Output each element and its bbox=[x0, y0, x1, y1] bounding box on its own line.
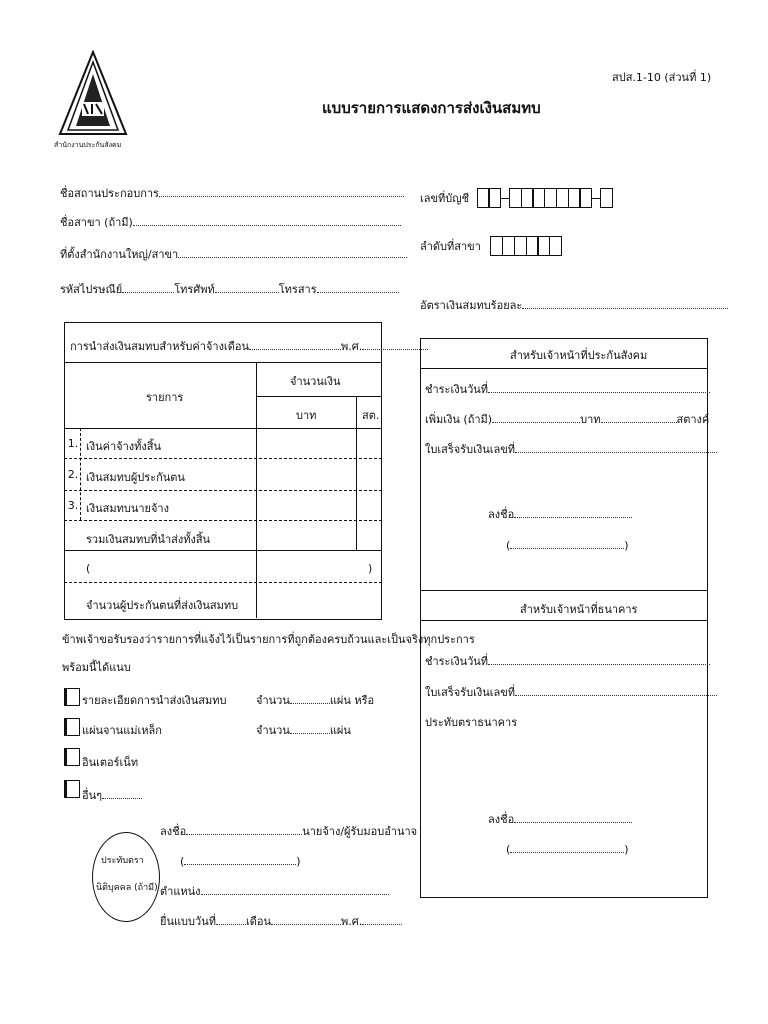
attachment-other-checkbox[interactable] bbox=[64, 780, 80, 798]
fax-label: โทรสาร bbox=[278, 283, 317, 296]
submit-date-row: ยื่นแบบวันที่ เดือน พ.ศ. bbox=[160, 912, 402, 930]
attachment-disk-qty: จำนวน แผ่น bbox=[256, 724, 351, 737]
attachment-internet-label: อินเตอร์เน็ท bbox=[82, 756, 139, 769]
sso-surcharge-satang-field[interactable] bbox=[601, 411, 677, 423]
seal-line-2: นิติบุคคล (ถ้ามี) bbox=[96, 883, 158, 893]
certification-line-2: พร้อมนี้ได้แนบ bbox=[62, 661, 131, 674]
attachment-other-field[interactable] bbox=[102, 787, 142, 799]
branch-name-label: ชื่อสาขา (ถ้ามี) bbox=[60, 216, 133, 229]
phone-label: โทรศัพท์ bbox=[174, 283, 215, 296]
employer-position-field[interactable] bbox=[201, 883, 389, 895]
row-1-num: 1. bbox=[67, 437, 79, 450]
month-label: การนำส่งเงินสมทบสำหรับค่าจ้างเดือน bbox=[70, 340, 249, 353]
rate-label: อัตราเงินสมทบร้อยละ bbox=[420, 299, 523, 312]
bank-paid-date-field[interactable] bbox=[488, 653, 710, 665]
triangle-logo-icon bbox=[58, 50, 128, 136]
sso-printed-name-field[interactable] bbox=[510, 537, 624, 549]
account-no-label: เลขที่บัญชี bbox=[420, 192, 470, 205]
postcode-label: รหัสไปรษณีย์ bbox=[60, 283, 123, 296]
submit-month-field[interactable] bbox=[271, 913, 341, 925]
bank-officer-heading: สำหรับเจ้าหน้าที่ธนาคาร bbox=[520, 603, 638, 616]
employer-name-field[interactable] bbox=[159, 185, 404, 197]
sso-surcharge-baht-field[interactable] bbox=[492, 411, 580, 423]
bank-sign-field[interactable] bbox=[514, 811, 632, 823]
attachment-disk-checkbox[interactable] bbox=[64, 718, 80, 736]
employer-name-paren-row: ( ) bbox=[180, 855, 301, 868]
branch-seq-row bbox=[420, 236, 561, 256]
attachment-detail-qty-field[interactable] bbox=[290, 692, 330, 704]
postcode-field[interactable] bbox=[122, 281, 174, 293]
sso-sign-row: ลงชื่อ bbox=[488, 505, 632, 523]
address-label: ที่ตั้งสำนักงานใหญ่/สาขา bbox=[60, 248, 179, 261]
row-total-label: รวมเงินสมทบที่นำส่งทั้งสิ้น bbox=[86, 533, 211, 546]
col-satang-header: สต. bbox=[362, 409, 380, 422]
fax-field[interactable] bbox=[317, 281, 399, 293]
account-no-boxes[interactable] bbox=[477, 191, 612, 204]
col-amount-header: จำนวนเงิน bbox=[290, 375, 341, 388]
sso-officer-heading: สำหรับเจ้าหน้าที่ประกันสังคม bbox=[510, 349, 648, 362]
insured-count-label: จำนวนผู้ประกันตนที่ส่งเงินสมทบ bbox=[86, 599, 239, 612]
bank-printed-name-row: ( ) bbox=[506, 843, 629, 856]
address-row bbox=[60, 245, 407, 263]
branch-name-field[interactable] bbox=[133, 214, 401, 226]
address-field[interactable] bbox=[178, 246, 407, 258]
sso-paid-date-field[interactable] bbox=[488, 381, 710, 393]
col-items-header: รายการ bbox=[146, 391, 184, 404]
bank-stamp-label: ประทับตราธนาคาร bbox=[425, 716, 518, 729]
bank-receipt-field[interactable] bbox=[515, 684, 717, 696]
year-label: พ.ศ. bbox=[340, 340, 363, 353]
bank-receipt-row: ใบเสร็จรับเงินเลขที่ bbox=[425, 683, 717, 701]
branch-seq-boxes[interactable] bbox=[490, 239, 560, 252]
month-row bbox=[70, 337, 428, 355]
bank-paid-date-row: ชำระเงินวันที่ bbox=[425, 652, 710, 670]
attachment-detail-label: รายละเอียดการนำส่งเงินสมทบ bbox=[82, 694, 227, 707]
sso-paid-date-row: ชำระเงินวันที่ bbox=[425, 380, 710, 398]
month-field[interactable] bbox=[249, 338, 341, 350]
row-1-label: เงินค่าจ้างทั้งสิ้น bbox=[86, 440, 162, 453]
row-3-label: เงินสมทบนายจ้าง bbox=[86, 502, 169, 515]
sso-sign-field[interactable] bbox=[514, 506, 632, 518]
rate-row bbox=[420, 296, 728, 314]
bank-sign-row: ลงชื่อ bbox=[488, 810, 632, 828]
amount-words-open: ( bbox=[86, 562, 91, 575]
row-2-label: เงินสมทบผู้ประกันตน bbox=[86, 471, 185, 484]
page-title: แบบรายการแสดงการส่งเงินสมทบ bbox=[322, 99, 541, 117]
sso-logo bbox=[54, 50, 128, 150]
employer-position-row: ตำแหน่ง bbox=[160, 882, 389, 900]
logo-caption: สำนักงานประกันสังคม bbox=[54, 141, 122, 149]
attachment-detail-checkbox[interactable] bbox=[64, 688, 80, 706]
employer-name-label: ชื่อสถานประกอบการ bbox=[60, 187, 159, 200]
employer-sign-row: ลงชื่อ นายจ้าง/ผู้รับมอบอำนาจ bbox=[160, 825, 418, 838]
bank-printed-name-field[interactable] bbox=[510, 841, 624, 853]
attachment-disk-qty-field[interactable] bbox=[290, 722, 330, 734]
employer-sign-field[interactable] bbox=[186, 823, 302, 835]
sso-printed-name-row: ( ) bbox=[506, 539, 629, 552]
attachment-disk-label: แผ่นจานแม่เหล็ก bbox=[82, 724, 162, 737]
account-no-row bbox=[420, 188, 612, 208]
attachment-internet-checkbox[interactable] bbox=[64, 748, 80, 766]
certification-line-1: ข้าพเจ้าขอรับรองว่ารายการที่แจ้งไว้เป็นรายการที่ถูกต้องครบถ้วนและเป็นจริงทุกประการ bbox=[62, 633, 475, 646]
employer-name-row bbox=[60, 184, 404, 202]
attachment-other-row: อื่นๆ bbox=[82, 786, 142, 804]
col-baht-header: บาท bbox=[296, 409, 317, 422]
row-2-num: 2. bbox=[67, 468, 79, 481]
attachment-detail-qty: จำนวน แผ่น หรือ bbox=[256, 694, 375, 707]
contact-row bbox=[60, 280, 399, 298]
form-code: สปส.1-10 (ส่วนที่ 1) bbox=[612, 71, 712, 84]
sso-receipt-row: ใบเสร็จรับเงินเลขที่ bbox=[425, 440, 717, 458]
company-seal-circle bbox=[92, 832, 160, 922]
sso-surcharge-row: เพิ่มเงิน (ถ้ามี) บาท สตางค์ bbox=[425, 413, 710, 426]
submit-year-field[interactable] bbox=[362, 913, 402, 925]
employer-printed-name-field[interactable] bbox=[184, 853, 296, 865]
submit-day-field[interactable] bbox=[216, 913, 246, 925]
rate-field[interactable] bbox=[522, 297, 728, 309]
seal-line-1: ประทับตรา bbox=[101, 856, 144, 866]
year-field[interactable] bbox=[362, 338, 428, 350]
branch-seq-label: ลำดับที่สาขา bbox=[420, 240, 481, 253]
branch-name-row bbox=[60, 213, 401, 231]
row-3-num: 3. bbox=[67, 499, 79, 512]
amount-words-close: ) bbox=[368, 562, 373, 575]
sso-receipt-field[interactable] bbox=[515, 441, 717, 453]
phone-field[interactable] bbox=[215, 281, 279, 293]
